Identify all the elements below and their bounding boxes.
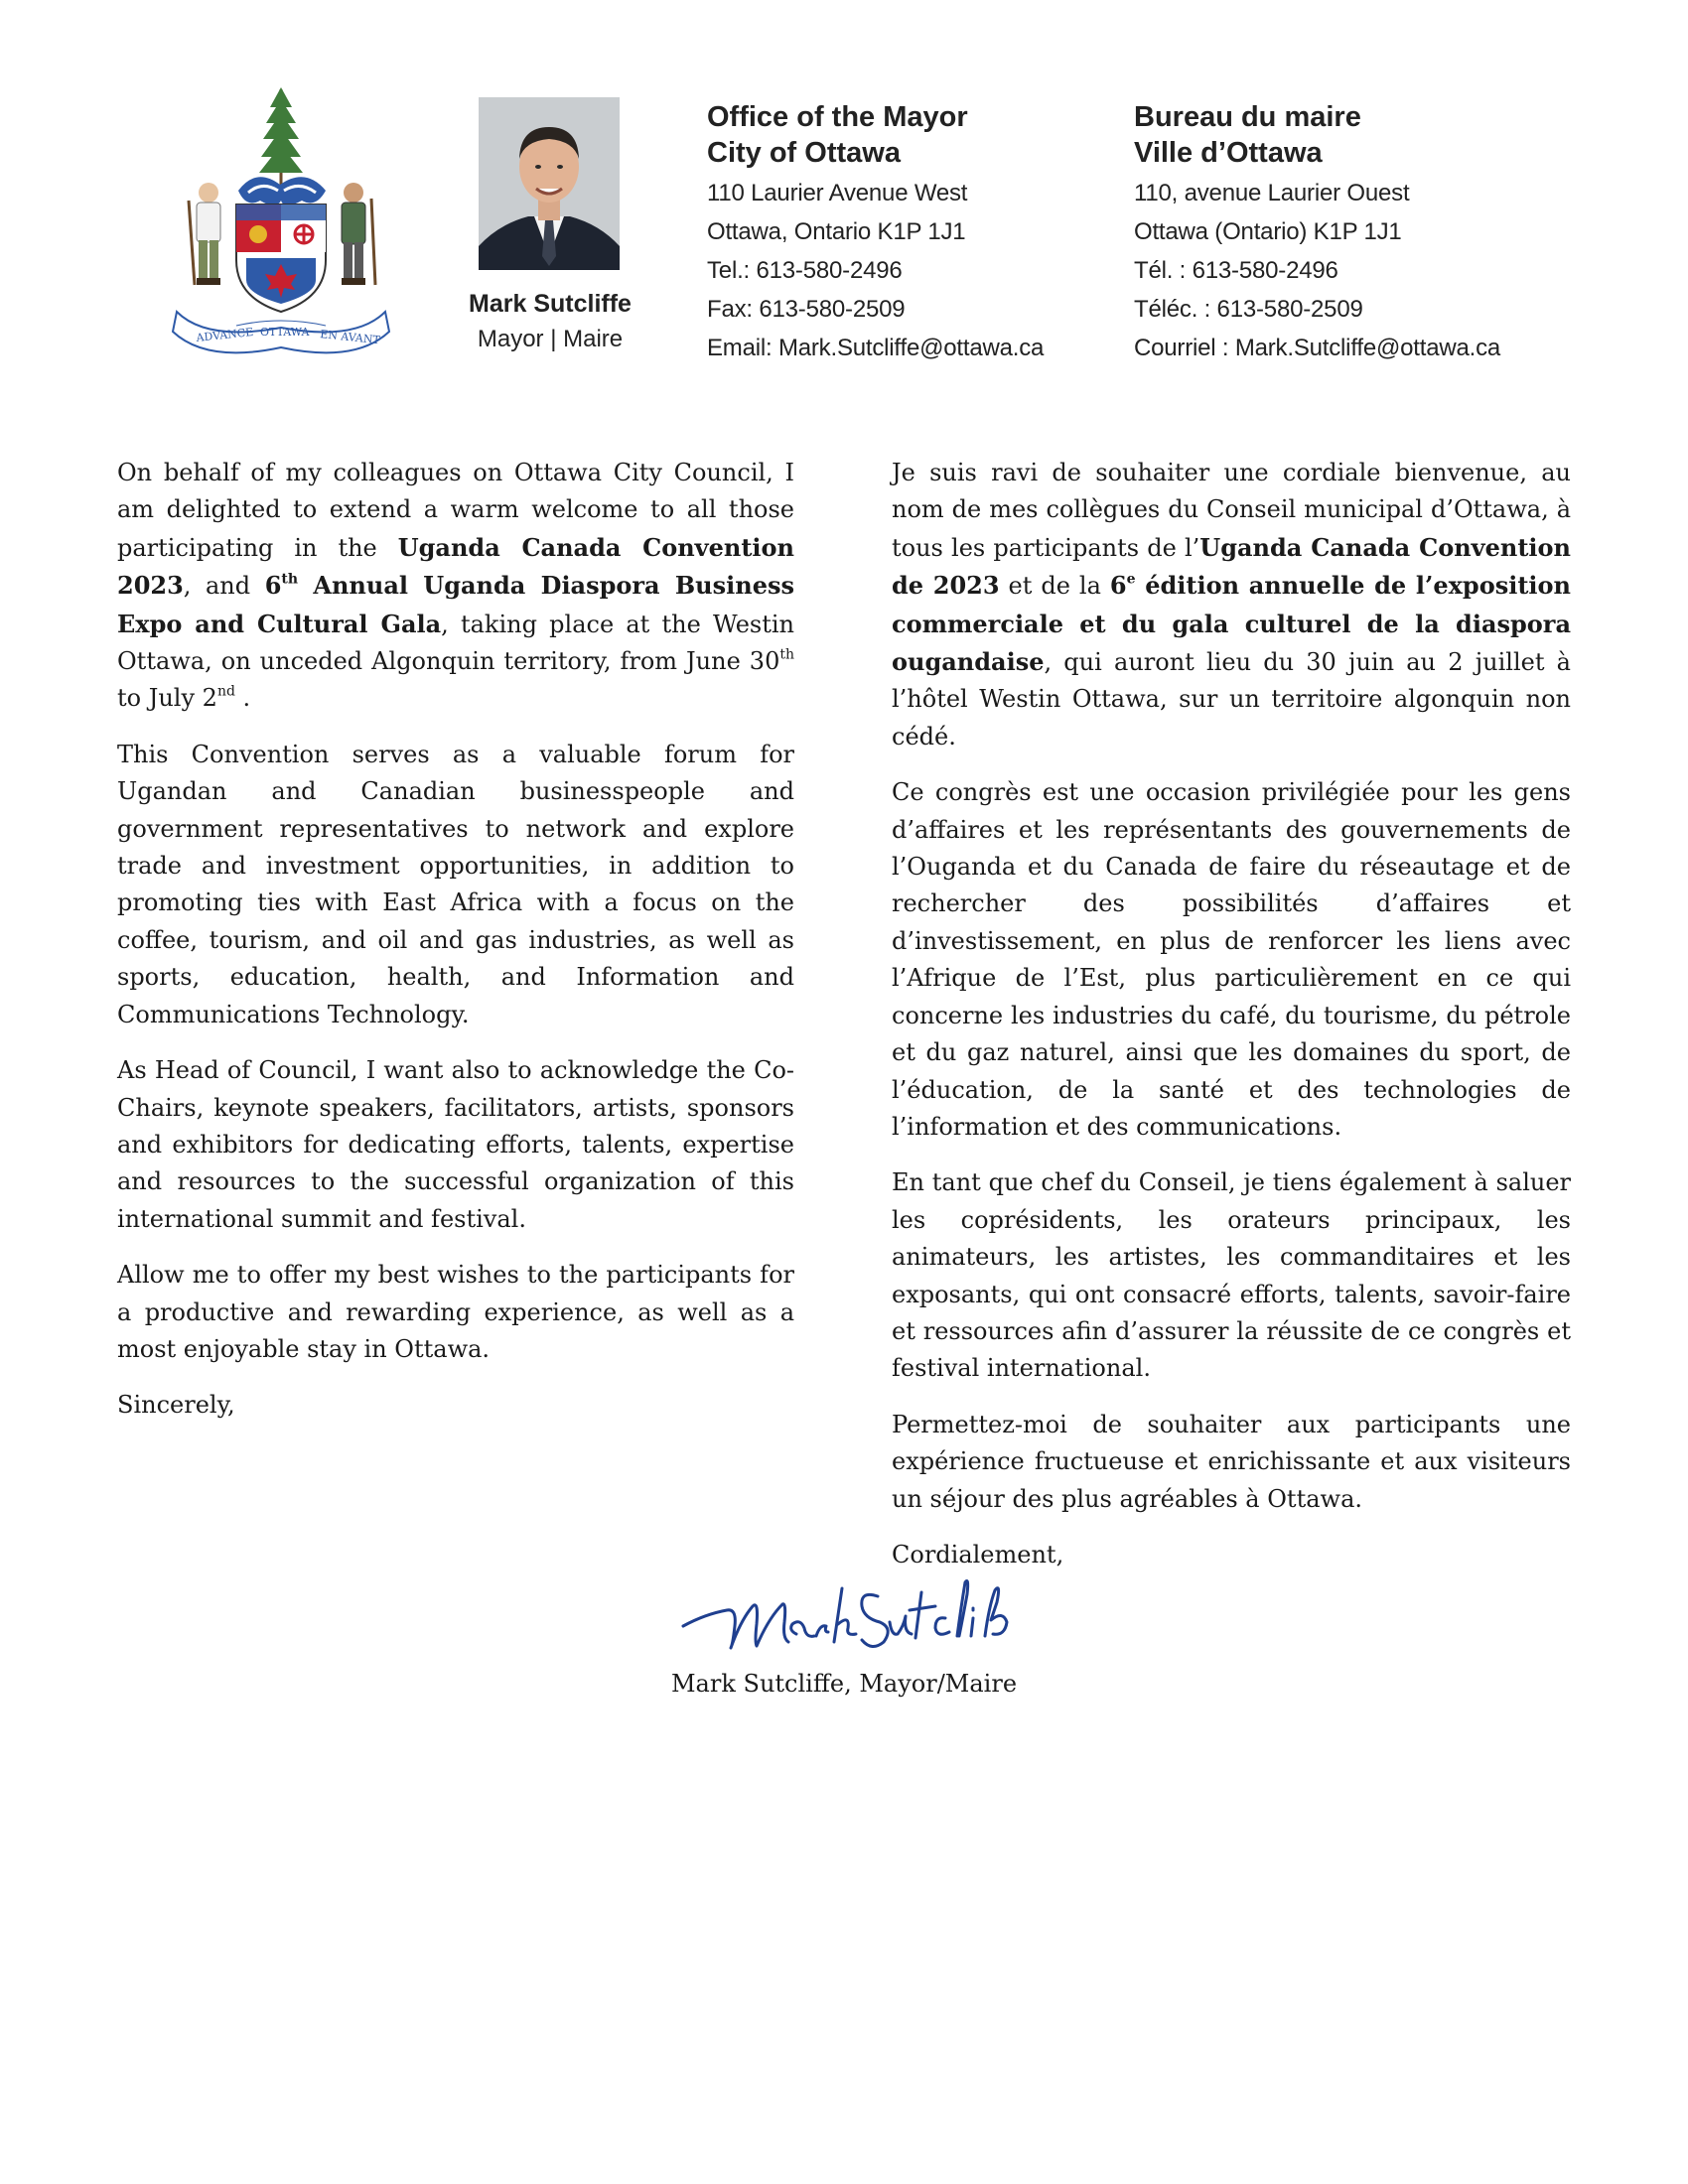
motto-en-avant: EN AVANT [319,328,381,347]
city-title-en: City of Ottawa [707,137,901,169]
motto-ottawa: OTTAWA [260,326,310,339]
text-run: 6 [264,571,282,601]
text-run: Je suis ravi de souhaiter une cordiale bienvenue, au nom de mes collègues du Conseil municipal d’Ottawa, à tous les participants de l’ [892,459,1571,562]
english-closing: Sincerely, [117,1391,235,1420]
motto-scroll [173,312,389,352]
city-title-fr: Ville d’Ottawa [1134,137,1323,169]
lumberman-supporter [189,183,220,285]
french-column [892,455,1571,1592]
mayor-title: Mayor | Maire [477,326,624,352]
english-paragraph-3: As Head of Council, I want also to acknowledge the Co-Chairs, keynote speakers, facilitators, artists, sponsors and exhibitors for dedicating efforts, talents, expertise and resources to the successful organization of this international summit and festival. [117,1056,794,1233]
text-run: , taking place at the Westin Ottawa, on unceded Algonquin territory, from June 30 [117,610,794,676]
french-paragraph-1 [892,455,1571,755]
ordinal-suffix: th [779,646,794,663]
english-paragraph-2: This Convention serves as a valuable forum for Ugandan and Canadian businesspeople and government representatives to network and explore trade and investment opportunities, in addition to promoting ties with East Africa with a focus on the coffee, tourism, and oil and gas industries, as well as sports, education, health, and Information and Communications Technology. [117,740,794,1028]
motto-advance: ADVANCE [195,326,254,344]
address-line1-en: 110 Laurier Avenue West [707,180,968,206]
text-run: . [234,684,251,713]
handwritten-signature [675,1567,1013,1676]
text-run: édition annuelle de l’exposition commerciale et du gala culturel de la diaspora ougandaise [892,571,1571,677]
pine-tree-crest [259,87,303,191]
french-closing: Cordialement, [892,1540,1064,1569]
ordinal-suffix: nd [216,683,235,700]
office-title-en: Office of the Mayor [707,101,968,133]
event-name-bold: Uganda Canada Convention de 2023 [892,532,1572,601]
address-line1-fr: 110, avenue Laurier Ouest [1134,180,1410,206]
telephone-fr: Tél. : 613-580-2496 [1134,257,1338,284]
mayor-portrait [479,97,620,270]
email-fr[interactable]: Courriel : Mark.Sutcliffe@ottawa.ca [1134,335,1501,361]
address-line2-fr: Ottawa (Ontario) K1P 1J1 [1134,218,1402,245]
telephone-en: Tel.: 613-580-2496 [707,257,903,284]
signature-caption: Mark Sutcliffe, Mayor/Maire [670,1670,1018,1698]
office-block-en [707,99,1044,367]
french-paragraph-4: Permettez-moi de souhaiter aux participants une expérience fructueuse et enrichissante et aux visiteurs un séjour des plus agréables à Ottawa. [892,1410,1571,1513]
french-paragraph-2: Ce congrès est une occasion privilégiée pour les gens d’affaires et les représentants des gouvernements de l’Ouganda et du Canada de faire du réseautage et de rechercher des possibilités d’affaires et d’investissement, en plus de renforcer les liens avec l’Afrique de l’Est, plus particulièrement en ce qui concerne les industries du café, du tourisme, du pétrole et du gaz naturel, ainsi que les domaines du sport, de l’éducation, de la santé et des technologies de l’information et des communications. [892,778,1571,1141]
text-run: , qui auront lieu du 30 juin au 2 juillet à l’hôtel Westin Ottawa, sur un territoire algonquin non cédé. [892,648,1571,751]
text-run: 6 [1109,571,1127,601]
fax-fr: Téléc. : 613-580-2509 [1134,296,1363,323]
indigenous-supporter [342,183,375,285]
address-line2-en: Ottawa, Ontario K1P 1J1 [707,218,966,245]
ordinal-suffix: th [281,571,299,588]
fax-en: Fax: 613-580-2509 [707,296,906,323]
email-en[interactable]: Email: Mark.Sutcliffe@ottawa.ca [707,335,1045,361]
english-column [117,455,794,1443]
text-run: to July 2 [117,684,217,713]
english-paragraph-4: Allow me to offer my best wishes to the participants for a productive and rewarding experience, as well as a most enjoyable stay in Ottawa. [117,1261,794,1363]
ottawa-coat-of-arms [167,81,395,359]
text-run: , and [183,572,265,601]
ordinal-suffix: e [1126,571,1136,588]
english-paragraph-1 [117,455,794,718]
text-run: et de la [999,572,1110,601]
office-block-fr [1134,99,1500,367]
shield-icon [236,205,326,312]
text-run: On behalf of my colleagues on Ottawa City Council, I am delighted to extend a warm welcome to all those participating in the [117,459,794,562]
text-run: Annual Uganda Diaspora Business Expo and Cultural Gala [117,571,795,638]
french-paragraph-3: En tant que chef du Conseil, je tiens également à saluer les coprésidents, les orateurs principaux, les animateurs, les artistes, les commanditaires et les exposants, qui ont consacré efforts, talents, savoir-faire et ressources afin d’assurer la réussite de ce congrès et festival international. [892,1168,1571,1383]
mayor-name: Mark Sutcliffe [469,290,632,318]
event-name-bold: Uganda Canada Convention 2023 [117,532,795,601]
office-title-fr: Bureau du maire [1134,101,1361,133]
